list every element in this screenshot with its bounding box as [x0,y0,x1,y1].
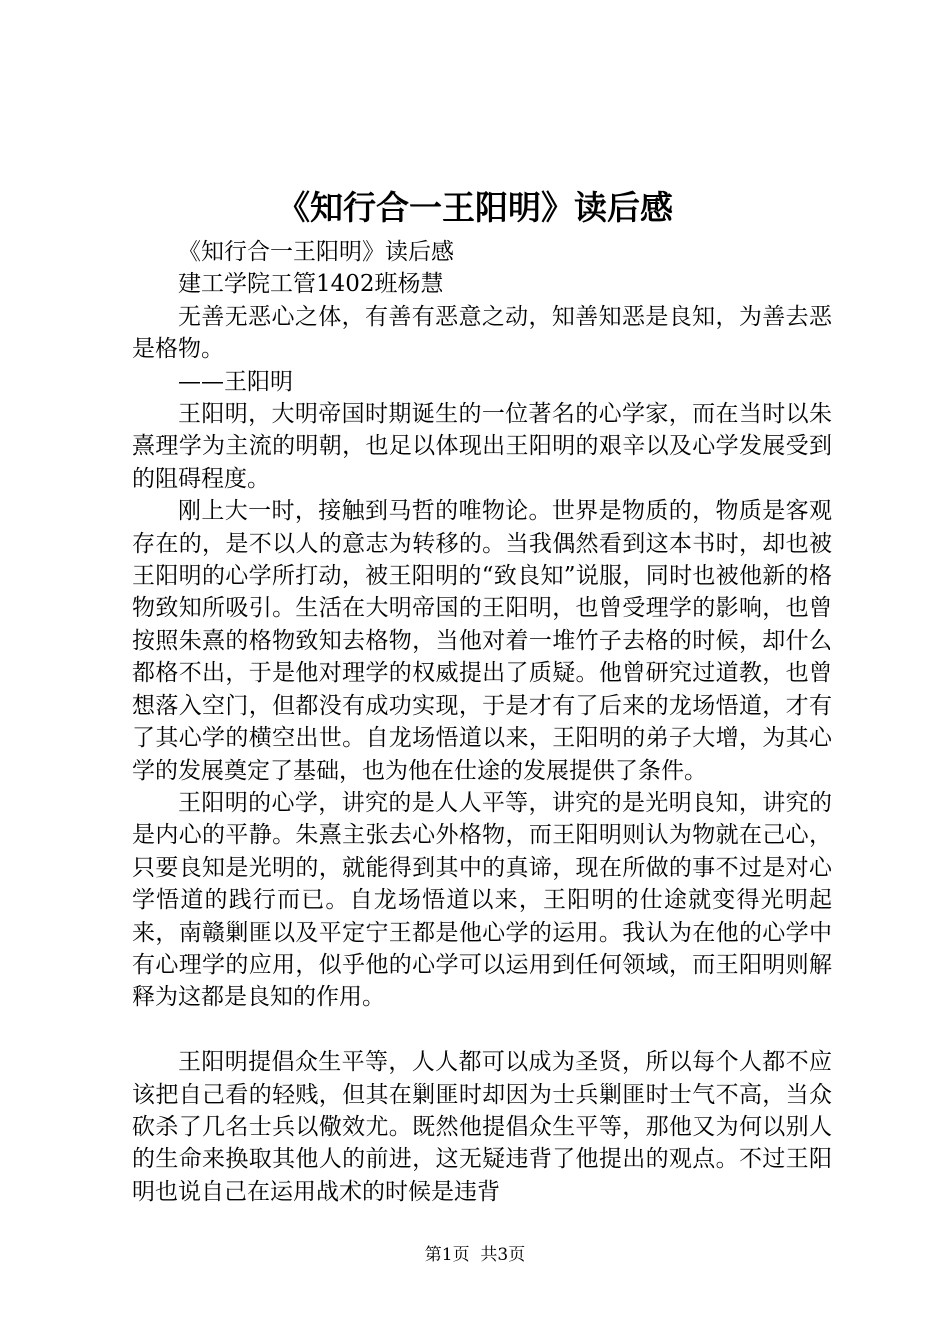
body-paragraph: 王阳明的心学，讲究的是人人平等，讲究的是光明良知，讲究的是内心的平静。朱熹主张去心外格物，而王阳明则认为物就在己心，只要良知是光明的，就能得到其中的真谛，现在所做的事不过是对心学悟道的践行而已。自龙场悟道以来，王阳明的仕途就变得光明起来，南赣剿匪以及平定宁王都是他心学的运用。我认为在他的心学中有心理学的应用，似乎他的心学可以运用到任何领域，而王阳明则解释为这都是良知的作用。 [132,789,832,1011]
body-paragraph: 建工学院工管1402班杨慧 [178,271,444,298]
body-paragraph: 王阳明，大明帝国时期诞生的一位著名的心学家，而在当时以朱熹理学为主流的明朝，也足以体现出王阳明的艰辛以及心学发展受到的阻碍程度。 [132,401,832,492]
body-paragraph: 王阳明提倡众生平等，人人都可以成为圣贤，所以每个人都不应该把自己看的轻贱，但其在剿匪时却因为士兵剿匪时士气不高，当众砍杀了几名士兵以儆效尤。既然他提倡众生平等，那他又为何以别人的生命来换取其他人的前进，这无疑违背了他提出的观点。不过王阳明也说自己在运用战术的时候是违背 [132,1049,832,1205]
paragraph-spacer [132,1014,832,1046]
page-footer [0,1243,950,1267]
page-total: 共3页 [480,1245,526,1265]
document-body [132,236,832,1208]
document-title: 《知行合一王阳明》读后感 [277,188,673,227]
footer-separator [470,1245,481,1265]
body-paragraph: 《知行合一王阳明》读后感 [178,239,454,265]
body-paragraph: 刚上大一时，接触到马哲的唯物论。世界是物质的，物质是客观存在的，是不以人的意志为转移的。当我偶然看到这本书时，却也被王阳明的心学所打动，被王阳明的“致良知”说服，同时也被他新的格物致知所吸引。生活在大明帝国的王阳明，也曾受理学的影响，也曾按照朱熹的格物致知去格物，当他对着一堆竹子去格的时候，却什么都格不出，于是他对理学的权威提出了质疑。他曾研究过道教，也曾想落入空门，但都没有成功实现，于是才有了后来的龙场悟道，才有了其心学的横空出世。自龙场悟道以来，王阳明的弟子大增，为其心学的发展奠定了基础，也为他在仕途的发展提供了条件。 [132,498,832,784]
body-paragraph: 无善无恶心之体，有善有恶意之动，知善知恶是良知，为善去恶是格物。 [132,303,832,363]
body-paragraph: ——王阳明 [178,368,293,395]
page-number: 第1页 [424,1245,470,1265]
